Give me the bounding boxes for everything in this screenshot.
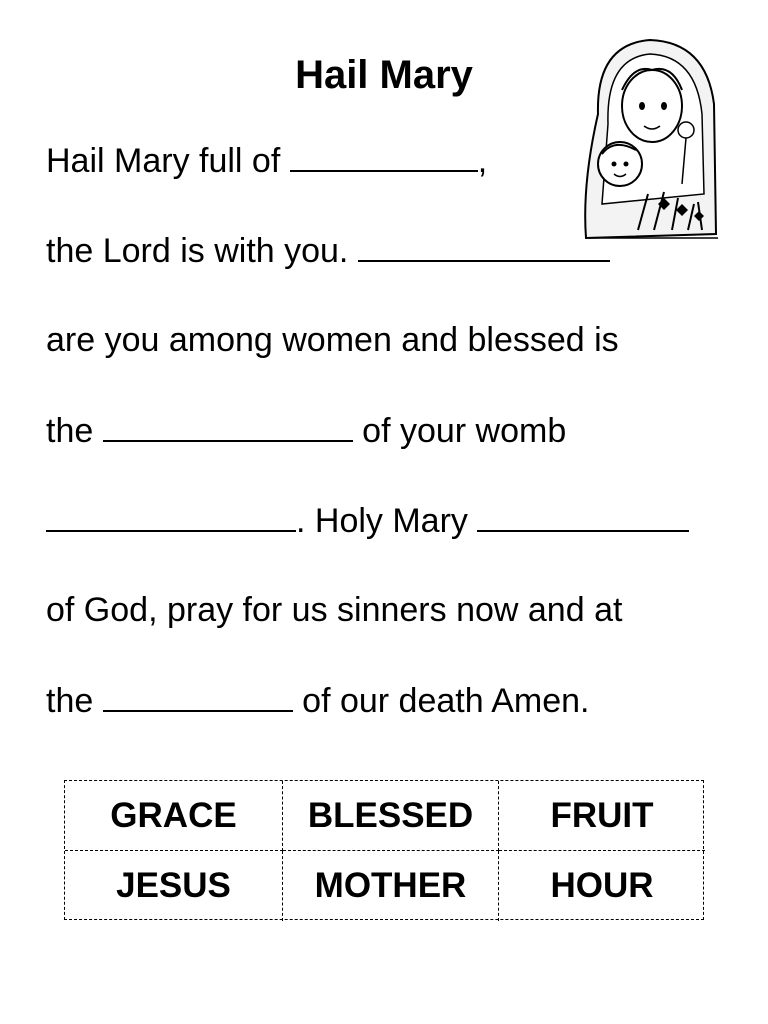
answer-blank[interactable] bbox=[358, 230, 610, 262]
word-card[interactable]: FRUIT bbox=[499, 781, 705, 851]
prayer-line-7 bbox=[46, 680, 589, 721]
worksheet-title: Hail Mary bbox=[295, 53, 473, 97]
prayer-line-4 bbox=[46, 410, 566, 451]
word-bank bbox=[64, 780, 704, 920]
prayer-line-6 bbox=[46, 590, 622, 630]
answer-blank[interactable] bbox=[103, 410, 353, 442]
word-card[interactable]: HOUR bbox=[550, 866, 654, 905]
word-card[interactable]: JESUS bbox=[65, 851, 283, 921]
prayer-line-5 bbox=[46, 500, 689, 541]
prayer-line-3 bbox=[46, 320, 619, 360]
prayer-text: of our death Amen. bbox=[292, 682, 590, 720]
prayer-text: the bbox=[46, 682, 103, 720]
prayer-text: of your womb bbox=[352, 412, 567, 450]
answer-blank[interactable] bbox=[46, 500, 296, 532]
answer-blank[interactable] bbox=[290, 140, 478, 172]
word-card[interactable]: MOTHER bbox=[283, 851, 499, 921]
prayer-text: of God, pray for us sinners now and at bbox=[46, 591, 623, 629]
prayer-line-1 bbox=[46, 140, 487, 181]
mary-and-child-illustration bbox=[578, 34, 722, 246]
prayer-text: are you among women and blessed is bbox=[46, 321, 619, 359]
prayer-text: , bbox=[477, 142, 488, 180]
answer-blank[interactable] bbox=[477, 500, 689, 532]
prayer-text: Hail Mary full of bbox=[46, 142, 290, 180]
prayer-text: the Lord is with you. bbox=[46, 232, 358, 270]
prayer-text: . Holy Mary bbox=[296, 502, 478, 540]
word-card[interactable]: BLESSED bbox=[283, 781, 499, 851]
prayer-text: the bbox=[46, 412, 103, 450]
word-card[interactable]: GRACE bbox=[65, 781, 283, 851]
prayer-line-2 bbox=[46, 230, 610, 271]
answer-blank[interactable] bbox=[103, 680, 293, 712]
